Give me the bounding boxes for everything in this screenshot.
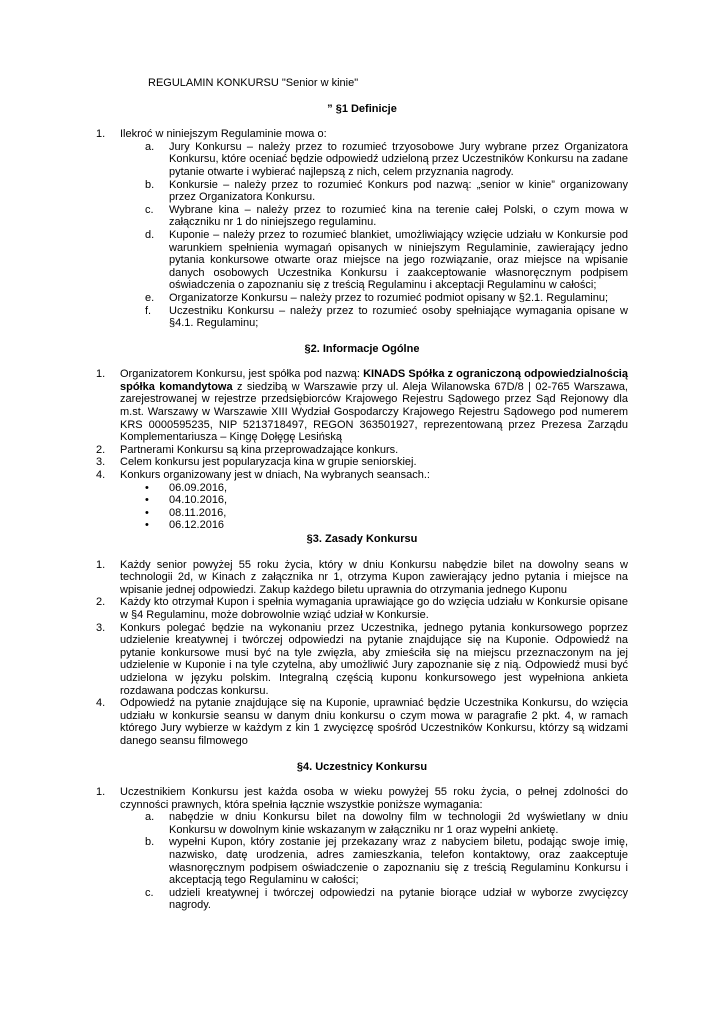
item-letter: d.	[145, 228, 155, 241]
date-list-item	[96, 519, 628, 532]
item-text: Partnerami Konkursu są kina przeprowadzające konkurs.	[120, 443, 399, 456]
item-letter: a.	[145, 811, 155, 824]
list-item-s3-1	[96, 559, 628, 597]
item-text: nabędzie w dniu Konkursu bilet na dowolny film w technologii 2d wyświetlany w dniu Konkursu w dowolnym kinie wskazanym w załączniku nr 1 oraz wypełni ankietę.	[169, 811, 628, 836]
item-number: 1.	[96, 558, 106, 571]
company-name: KINADS Spółka z ograniczoną odpowiedzialnością spółka komandytowa	[120, 368, 628, 393]
item-letter: c.	[145, 203, 154, 216]
bullet-icon: •	[145, 519, 149, 532]
list-item-s2-1	[96, 368, 628, 444]
list-item-s2-4	[96, 469, 628, 482]
list-item-s1-d	[96, 229, 628, 292]
item-text: Organizatorze Konkursu – należy przez to rozumieć podmiot opisany w §2.1. Regulaminu;	[169, 291, 609, 304]
organizer-text-pre: Organizatorem Konkursu, jest spółka pod nazwą:	[120, 368, 364, 381]
document-title: REGULAMIN KONKURSU "Senior w kinie"	[148, 77, 359, 89]
item-number: 4.	[96, 469, 106, 482]
item-text: Każdy kto otrzymał Kupon i spełnia wymagania uprawiające go do wzięcia udziału w Konkursie opisane w §4 Regulaminu, może dobrowolnie wziąć udział w Konkursie.	[120, 596, 628, 621]
item-text: Konkurs organizowany jest w dniach, Na wybranych seansach.:	[120, 469, 430, 482]
item-number: 1.	[96, 368, 106, 381]
date-value: 06.09.2016,	[169, 481, 228, 494]
bullet-icon: •	[145, 481, 149, 494]
list-item-s3-4	[96, 697, 628, 747]
organizer-text-post: z siedzibą w Warszawie przy ul. Aleja Wilanowska 67D/8 | 02-765 Warszawa, zarejestrowanej w rejestrze przedsiębiorców Krajowego Rejestru Sądowego przez Sąd Rejonowy dla m.st. Warszawy w Warszawie XIII Wydział Gospodarczy Krajowego Rejestru Sądowego pod numerem KRS 0000595235, NIP 5213718497, REGON 363501927, reprezentowaną przez Prezesa Zarządu Komplementariusza – Kingę Dołęgę Lesińską	[120, 380, 628, 444]
item-number: 2.	[96, 596, 106, 609]
list-item-s4-c	[96, 887, 628, 912]
list-item-s2-2	[96, 444, 628, 457]
item-number: 1.	[96, 128, 106, 141]
section-heading-general-info: §2. Informacje Ogólne	[304, 342, 420, 355]
section-heading-rules: §3. Zasady Konkursu	[306, 533, 418, 545]
item-number: 4.	[96, 697, 106, 710]
item-text	[120, 368, 628, 444]
bullet-icon: •	[145, 494, 149, 507]
item-letter: f.	[145, 304, 152, 317]
date-value: 06.12.2016	[169, 519, 225, 532]
list-item-s4-b	[96, 836, 628, 886]
item-letter: a.	[145, 140, 155, 153]
item-number: 2.	[96, 443, 106, 456]
item-number: 3.	[96, 621, 106, 634]
item-text: Konkursie – należy przez to rozumieć Konkurs pod nazwą: „senior w kinie” organizowany przez Organizatora Konkursu.	[169, 178, 628, 204]
item-text: Każdy senior powyżej 55 roku życia, który w dniu Konkursu nabędzie bilet na dowolny seans w technologii 2d, w Kinach z załącznika nr 1, otrzyma Kupon zawierający jedno pytania i miejsce na wpisanie jednej odpowiedzi. Zakup każdego biletu uprawnia do otrzymania jednego Kuponu	[120, 558, 628, 596]
list-item-s1-c	[96, 204, 628, 229]
item-text: Wybrane kina – należy przez to rozumieć kina na terenie całej Polski, o czym mowa w załączniku nr 1 do niniejszego regulaminu.	[169, 203, 628, 229]
item-text: Konkurs polegać będzie na wykonaniu przez Uczestnika, jednego pytania konkursowego poprzez udzielenie kreatywnej i twórczej odpowiedzi na pytanie znajdujące się na Kuponie. Odpowiedź na pytanie konkursowe musi być na tyle zwięzła, aby zmieściła się na miejscu przeznaczonym na jej udzielenie w Kuponie i na tyle czytelna, aby umożliwić Jury zapoznanie się z nią. Odpowiedź musi być udzielona w języku polskim. Integralną częścią kuponu konkursowego jest wypełniona ankieta rozdawana podczas konkursu.	[120, 621, 628, 697]
item-text: Jury Konkursu – należy przez to rozumieć trzyosobowe Jury wybrane przez Organizatora Konkursu, które oceniać będzie odpowiedź udzieloną przez Uczestników Konkursu na zadane pytanie otwarte i wybierać najlepszą z nich, celem przyznania nagrody.	[169, 140, 628, 178]
item-letter: c.	[145, 886, 154, 899]
list-item-s2-3	[96, 456, 628, 469]
list-item-s3-3	[96, 622, 628, 698]
item-text: Celem konkursu jest popularyzacja kina w grupie seniorskiej.	[120, 456, 417, 469]
list-item-s1-e	[96, 292, 628, 305]
date-list-item	[96, 494, 628, 507]
list-item-s1-a	[96, 141, 628, 179]
list-item-s1-1	[96, 128, 628, 141]
item-number: 1.	[96, 786, 106, 799]
item-letter: b.	[145, 836, 155, 849]
list-item-s4-1	[96, 786, 628, 811]
item-text: wypełni Kupon, który zostanie jej przekazany wraz z nabyciem biletu, podając swoje imię, nazwisko, datę urodzenia, adres zamieszkania, telefon kontaktowy, oraz zaakceptuje własnoręcznym podpisem oświadczenie o zapoznaniu się z treścią Regulaminu Konkursu i akceptacją tego Regulaminu w całości;	[169, 836, 628, 887]
section-heading-participants: §4. Uczestnicy Konkursu	[296, 760, 428, 773]
item-text: udzieli kreatywnej i twórczej odpowiedzi na pytanie biorące udział w wyborze zwycięzcy nagrody.	[169, 886, 628, 912]
item-text: Odpowiedź na pytanie znajdujące się na Kuponie, uprawniać będzie Uczestnika Konkursu, do wzięcia udziału w konkursie seansu w danym dniu konkursu o czym mowa w paragrafie 2 pkt. 4, w ramach którego Jury wybierze w każdym z kin 1 zwycięzcę spośród Uczestników Konkursu, którzy są widzami danego seansu filmowego	[120, 697, 628, 747]
list-item-s4-a	[96, 811, 628, 836]
item-letter: e.	[145, 291, 155, 304]
item-text: Kuponie – należy przez to rozumieć blankiet, umożliwiający wzięcie udziału w Konkursie pod warunkiem spełnienia wymagań opisanych w niniejszym Regulaminie, zawierający jedno pytania konkursowe otwarte oraz miejsce na jego rozwiązanie, oraz miejsce na wpisanie danych osobowych Uczestnika Konkursu i zaakceptowanie własnoręcznym podpisem oświadczenia o zapoznaniu się z treścią Regulaminu i akceptacji Regulaminu w całości;	[169, 228, 628, 292]
list-item-s1-f	[96, 305, 628, 330]
item-number: 3.	[96, 456, 106, 469]
item-letter: b.	[145, 178, 155, 191]
date-value: 08.11.2016,	[169, 506, 227, 519]
item-text: Ilekroć w niniejszym Regulaminie mowa o:	[120, 128, 327, 141]
date-list-item	[96, 482, 628, 495]
section-heading-definitions: ” §1 Definicje	[327, 102, 397, 115]
date-value: 04.10.2016,	[169, 494, 228, 507]
list-item-s3-2	[96, 596, 628, 621]
item-text: Uczestniku Konkursu – należy przez to rozumieć osoby spełniające wymagania opisane w §4.1. Regulaminu;	[169, 304, 628, 330]
bullet-icon: •	[145, 506, 149, 519]
list-item-s1-b	[96, 179, 628, 204]
item-text: Uczestnikiem Konkursu jest każda osoba w wieku powyżej 55 roku życia, o pełnej zdolności do czynności prawnych, która spełnia łącznie wszystkie poniższe wymagania:	[120, 786, 628, 811]
date-list-item	[96, 507, 628, 520]
